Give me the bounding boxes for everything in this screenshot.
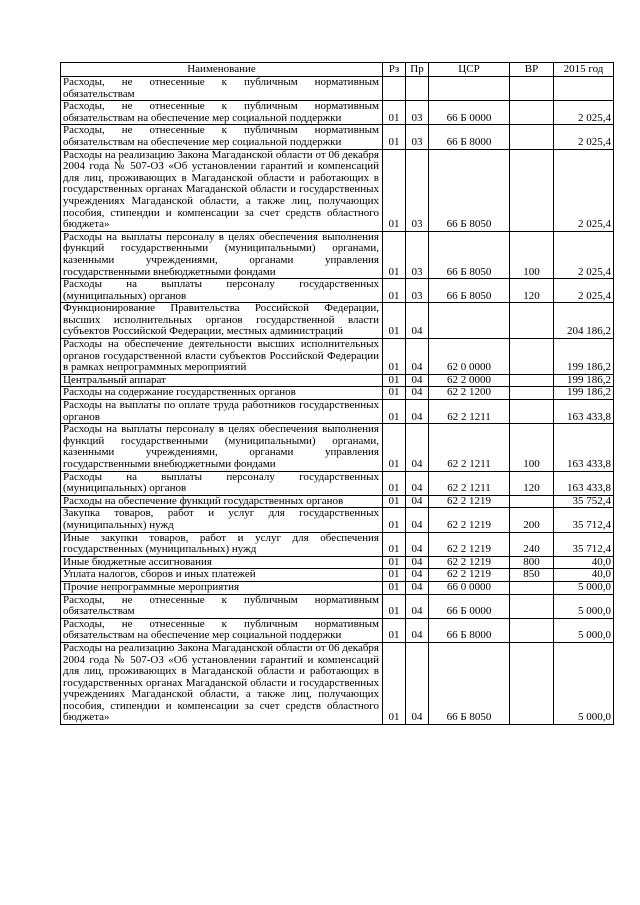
cell-rz: 01	[383, 594, 406, 618]
cell-sum: 2 025,4	[554, 279, 614, 303]
column-header-name: Наименование	[61, 63, 383, 77]
cell-csr: 62 2 1200	[429, 387, 510, 400]
table-row	[61, 125, 614, 149]
cell-rz: 01	[383, 642, 406, 724]
table-body	[61, 77, 614, 725]
column-header-pr: Пр	[406, 63, 429, 77]
column-header-year: 2015 год	[554, 63, 614, 77]
cell-pr: 04	[406, 642, 429, 724]
cell-sum: 40,0	[554, 569, 614, 582]
cell-csr: 66 Б 8000	[429, 125, 510, 149]
cell-pr: 04	[406, 387, 429, 400]
cell-name: Расходы, не отнесенные к публичным нормативным обязательствам	[61, 594, 383, 618]
cell-rz: 01	[383, 581, 406, 594]
cell-pr: 04	[406, 471, 429, 495]
cell-pr: 03	[406, 101, 429, 125]
table-row	[61, 77, 614, 101]
cell-pr: 04	[406, 569, 429, 582]
cell-rz: 01	[383, 374, 406, 387]
cell-sum: 204 186,2	[554, 303, 614, 339]
cell-vr: 100	[510, 231, 554, 278]
cell-pr: 04	[406, 424, 429, 471]
table-row	[61, 374, 614, 387]
cell-name: Расходы, не отнесенные к публичным нормативным обязательствам на обеспечение мер социальной поддержки	[61, 101, 383, 125]
cell-csr: 62 2 1219	[429, 532, 510, 556]
table-row	[61, 556, 614, 569]
cell-pr: 04	[406, 508, 429, 532]
cell-pr: 04	[406, 374, 429, 387]
cell-name: Иные закупки товаров, работ и услуг для обеспечения государственных (муниципальных) нужд	[61, 532, 383, 556]
table-row	[61, 569, 614, 582]
table-row	[61, 618, 614, 642]
table-row	[61, 424, 614, 471]
cell-vr	[510, 101, 554, 125]
cell-csr: 66 Б 0000	[429, 594, 510, 618]
cell-pr: 04	[406, 556, 429, 569]
cell-name: Прочие непрограммные мероприятия	[61, 581, 383, 594]
column-header-rz: Рз	[383, 63, 406, 77]
budget-table	[60, 62, 614, 725]
cell-rz	[383, 77, 406, 101]
cell-rz: 01	[383, 279, 406, 303]
cell-vr	[510, 581, 554, 594]
cell-sum: 5 000,0	[554, 618, 614, 642]
table-row	[61, 594, 614, 618]
cell-sum: 199 186,2	[554, 387, 614, 400]
cell-vr	[510, 618, 554, 642]
cell-rz: 01	[383, 400, 406, 424]
cell-vr	[510, 594, 554, 618]
cell-sum: 5 000,0	[554, 642, 614, 724]
cell-csr: 66 Б 8050	[429, 642, 510, 724]
table-row	[61, 231, 614, 278]
cell-vr	[510, 125, 554, 149]
cell-sum: 35 752,4	[554, 495, 614, 508]
cell-csr: 66 Б 8000	[429, 618, 510, 642]
cell-vr: 120	[510, 279, 554, 303]
cell-name: Расходы на реализацию Закона Магаданской области от 06 декабря 2004 года № 507-ОЗ «Об установлении гарантий и компенсаций для лиц, проживающих в Магаданской области и работающих в государственных органах Магаданской области и государственных учреждениях Магаданской области, а также лиц, получающих пособия, стипендии и компенсации за счет средств областного бюджета»	[61, 149, 383, 231]
table-row	[61, 495, 614, 508]
table-header-row	[61, 63, 614, 77]
table-row	[61, 303, 614, 339]
cell-csr: 62 0 0000	[429, 339, 510, 375]
cell-name: Расходы на выплаты персоналу государственных (муниципальных) органов	[61, 471, 383, 495]
cell-name: Уплата налогов, сборов и иных платежей	[61, 569, 383, 582]
cell-name: Иные бюджетные ассигнования	[61, 556, 383, 569]
cell-vr	[510, 374, 554, 387]
table-row	[61, 400, 614, 424]
cell-name: Расходы на выплаты по оплате труда работников государственных органов	[61, 400, 383, 424]
table-row	[61, 149, 614, 231]
cell-pr: 04	[406, 532, 429, 556]
cell-pr: 04	[406, 495, 429, 508]
cell-vr	[510, 149, 554, 231]
table-row	[61, 387, 614, 400]
cell-name: Закупка товаров, работ и услуг для государственных (муниципальных) нужд	[61, 508, 383, 532]
cell-sum: 163 433,8	[554, 424, 614, 471]
cell-sum: 2 025,4	[554, 231, 614, 278]
cell-name: Расходы на реализацию Закона Магаданской области от 06 декабря 2004 года № 507-ОЗ «Об установлении гарантий и компенсаций для лиц, проживающих в Магаданской области и работающих в государственных органах Магаданской области и государственных учреждениях Магаданской области, а также лиц, получающих пособия, стипендии и компенсации за счет средств областного бюджета»	[61, 642, 383, 724]
cell-csr: 66 Б 8050	[429, 231, 510, 278]
cell-pr: 04	[406, 400, 429, 424]
cell-pr: 04	[406, 581, 429, 594]
cell-csr: 66 Б 0000	[429, 101, 510, 125]
cell-rz: 01	[383, 508, 406, 532]
cell-vr	[510, 495, 554, 508]
cell-rz: 01	[383, 569, 406, 582]
cell-name: Расходы, не отнесенные к публичным нормативным обязательствам	[61, 77, 383, 101]
cell-sum: 35 712,4	[554, 508, 614, 532]
cell-name: Функционирование Правительства Российской Федерации, высших исполнительных органов государственной власти субъектов Российской Федерации, местных администраций	[61, 303, 383, 339]
cell-csr	[429, 77, 510, 101]
cell-name: Расходы на обеспечение функций государственных органов	[61, 495, 383, 508]
cell-pr: 03	[406, 149, 429, 231]
cell-pr: 04	[406, 594, 429, 618]
table-row	[61, 508, 614, 532]
cell-csr: 66 0 0000	[429, 581, 510, 594]
cell-vr: 100	[510, 424, 554, 471]
cell-pr: 03	[406, 279, 429, 303]
cell-pr: 04	[406, 339, 429, 375]
cell-rz: 01	[383, 149, 406, 231]
cell-vr	[510, 387, 554, 400]
cell-sum	[554, 77, 614, 101]
cell-vr	[510, 77, 554, 101]
cell-vr: 120	[510, 471, 554, 495]
cell-sum: 2 025,4	[554, 101, 614, 125]
cell-csr: 62 2 0000	[429, 374, 510, 387]
table-row	[61, 471, 614, 495]
cell-csr: 62 2 1211	[429, 424, 510, 471]
cell-rz: 01	[383, 424, 406, 471]
cell-pr: 04	[406, 618, 429, 642]
cell-csr: 62 2 1211	[429, 400, 510, 424]
cell-name: Расходы на обеспечение деятельности высших исполнительных органов государственной власти субъектов Российской Федерации в рамках непрограммных мероприятий	[61, 339, 383, 375]
cell-sum: 35 712,4	[554, 532, 614, 556]
table-row	[61, 279, 614, 303]
cell-rz: 01	[383, 471, 406, 495]
cell-rz: 01	[383, 101, 406, 125]
cell-vr	[510, 400, 554, 424]
table-row	[61, 642, 614, 724]
budget-table-page	[60, 62, 613, 725]
cell-rz: 01	[383, 618, 406, 642]
cell-rz: 01	[383, 495, 406, 508]
table-row	[61, 532, 614, 556]
table-row	[61, 339, 614, 375]
cell-vr: 850	[510, 569, 554, 582]
cell-sum: 199 186,2	[554, 374, 614, 387]
cell-pr	[406, 77, 429, 101]
cell-csr: 62 2 1219	[429, 569, 510, 582]
column-header-csr: ЦСР	[429, 63, 510, 77]
cell-sum: 5 000,0	[554, 594, 614, 618]
cell-rz: 01	[383, 532, 406, 556]
cell-vr: 800	[510, 556, 554, 569]
cell-rz: 01	[383, 125, 406, 149]
cell-name: Расходы, не отнесенные к публичным нормативным обязательствам на обеспечение мер социальной поддержки	[61, 618, 383, 642]
cell-sum: 2 025,4	[554, 149, 614, 231]
cell-sum: 5 000,0	[554, 581, 614, 594]
column-header-vr: ВР	[510, 63, 554, 77]
cell-csr: 62 2 1219	[429, 556, 510, 569]
cell-name: Расходы, не отнесенные к публичным нормативным обязательствам на обеспечение мер социальной поддержки	[61, 125, 383, 149]
cell-sum: 40,0	[554, 556, 614, 569]
cell-name: Центральный аппарат	[61, 374, 383, 387]
cell-sum: 2 025,4	[554, 125, 614, 149]
cell-vr	[510, 642, 554, 724]
cell-pr: 03	[406, 125, 429, 149]
table-row	[61, 101, 614, 125]
cell-rz: 01	[383, 231, 406, 278]
cell-csr: 62 2 1219	[429, 508, 510, 532]
cell-csr: 66 Б 8050	[429, 149, 510, 231]
cell-pr: 03	[406, 231, 429, 278]
cell-rz: 01	[383, 339, 406, 375]
cell-csr: 66 Б 8050	[429, 279, 510, 303]
cell-vr: 200	[510, 508, 554, 532]
cell-csr: 62 2 1219	[429, 495, 510, 508]
cell-name: Расходы на содержание государственных органов	[61, 387, 383, 400]
table-row	[61, 581, 614, 594]
cell-pr: 04	[406, 303, 429, 339]
cell-vr	[510, 303, 554, 339]
cell-vr	[510, 339, 554, 375]
cell-sum: 163 433,8	[554, 400, 614, 424]
cell-rz: 01	[383, 556, 406, 569]
cell-name: Расходы на выплаты персоналу в целях обеспечения выполнения функций государственными (муниципальными) органами, казенными учреждениями, органами управления государственными внебюджетными фондами	[61, 424, 383, 471]
cell-csr	[429, 303, 510, 339]
cell-name: Расходы на выплаты персоналу в целях обеспечения выполнения функций государственными (муниципальными) органами, казенными учреждениями, органами управления государственными внебюджетными фондами	[61, 231, 383, 278]
cell-sum: 199 186,2	[554, 339, 614, 375]
cell-sum: 163 433,8	[554, 471, 614, 495]
cell-vr: 240	[510, 532, 554, 556]
cell-name: Расходы на выплаты персоналу государственных (муниципальных) органов	[61, 279, 383, 303]
cell-rz: 01	[383, 303, 406, 339]
cell-csr: 62 2 1211	[429, 471, 510, 495]
cell-rz: 01	[383, 387, 406, 400]
